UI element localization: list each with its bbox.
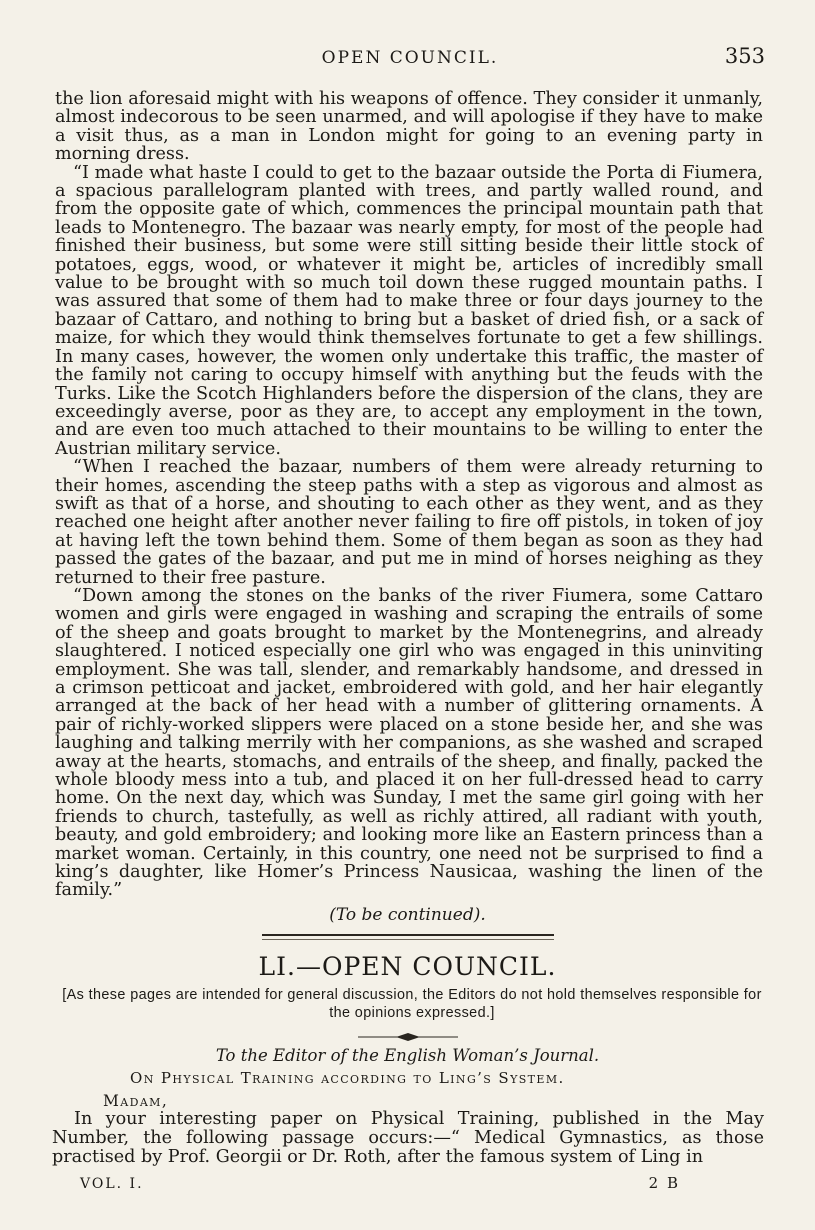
- article-paragraph: “I made what haste I could to get to the bazaar outside the Porta di Fiumera, a spacious parallelogram planted with trees, and partly walled round, and from the opposite gate of which, commences the principal mountain path that leads to Montenegro. The bazaar was nearly empty, for most of the people had finished their business, but some were still sitting beside their little stock of potatoes, eggs, wood, or whatever it might be, articles of incredibly small value to be brought with so much toil down these rugged mountain paths. I was assured that some of them had to make three or four days journey to the bazaar of Cattaro, and nothing to bring but a basket of dried fish, or a sack of maize, for which they would think themselves fortunate to get a few shillings. In many cases, however, the women only undertake this traffic, the master of the family not caring to occupy himself with anything but the feuds with the Turks. Like the Scotch Highlanders before the dispersion of the clans, they are exceedingly averse, poor as they are, to accept any employment in the town, and are even too much attached to their mountains to be willing to enter the Austrian military service.: [55, 162, 763, 459]
- signature-mark: 2 B: [648, 1174, 680, 1192]
- article-paragraph: the lion aforesaid might with his weapons of offence. They consider it unmanly, almost indecorous to be seen unarmed, and will apologise if they have to make a visit thus, as a man in London might for going to an evening party in morning dress.: [55, 89, 763, 165]
- editor-note: [As these pages are intended for general discussion, the Editors do not hold themselves responsible for the opinions expressed.]: [62, 987, 762, 1021]
- article-body: [55, 90, 763, 900]
- section-title: LI.—OPEN COUNCIL.: [258, 952, 557, 981]
- letter-body: [52, 1110, 764, 1167]
- page-number: 353: [724, 44, 765, 68]
- article-paragraph: “Down among the stones on the banks of the river Fiumera, some Cattaro women and girls were engaged in washing and scraping the entrails of some of the sheep and goats brought to market by the Montenegrins, and already slaughtered. I noticed especially one girl who was engaged in this uninviting employment. She was tall, slender, and remarkably handsome, and dressed in a crimson petticoat and jacket, embroidered with gold, and her hair elegantly arranged at the back of her head with a number of glittering ornaments. A pair of richly-worked slippers were placed on a stone beside her, and she was laughing and talking merrily with her companions, as she washed and scraped away at the hearts, stomachs, and entrails of the sheep, and finally, packed the whole bloody mess into a tub, and placed it on her full-dressed head to carry home. On the next day, which was Sunday, I met the same girl going with her friends to church, tastefully, as well as richly attired, all radiant with youth, beauty, and gold embroidery; and looking more like an Eastern princess than a market woman. Certainly, in this country, one need not be surprised to find a king’s daughter, like Homer’s Princess Nausicaa, washing the linen of the family.”: [55, 585, 763, 901]
- letter-paragraph: In your interesting paper on Physical Training, published in the May Number, the following passage occurs:—“ Medical Gymnastics, as those practised by Prof. Georgii or Dr. Roth, after the famous system of Ling in: [52, 1109, 764, 1167]
- volume-mark: VOL. I.: [80, 1176, 144, 1192]
- section-divider: [262, 934, 554, 936]
- letter-salutation: Madam,: [103, 1092, 169, 1110]
- article-paragraph: “When I reached the bazaar, numbers of them were already returning to their homes, ascending the steep paths with a step as vigorous and almost as swift as that of a horse, and shouting to each other as they went, and as they reached one height after another never failing to fire off pistols, in token of joy at having left the town behind them. Some of them began as soon as they had passed the gates of the bazaar, and put me in mind of horses neighing as they returned to their free pasture.: [55, 457, 763, 588]
- running-head: OPEN COUNCIL.: [321, 48, 499, 68]
- page-header: [55, 44, 765, 72]
- letter-addressee: To the Editor of the English Woman’s Journal.: [215, 1046, 600, 1065]
- letter-subject: On Physical Training according to Ling’s System.: [130, 1069, 565, 1087]
- ornament-icon: [348, 1032, 468, 1042]
- section-divider-thin: [262, 939, 554, 940]
- page-footer: [80, 1176, 680, 1198]
- to-be-continued: (To be continued).: [329, 905, 486, 925]
